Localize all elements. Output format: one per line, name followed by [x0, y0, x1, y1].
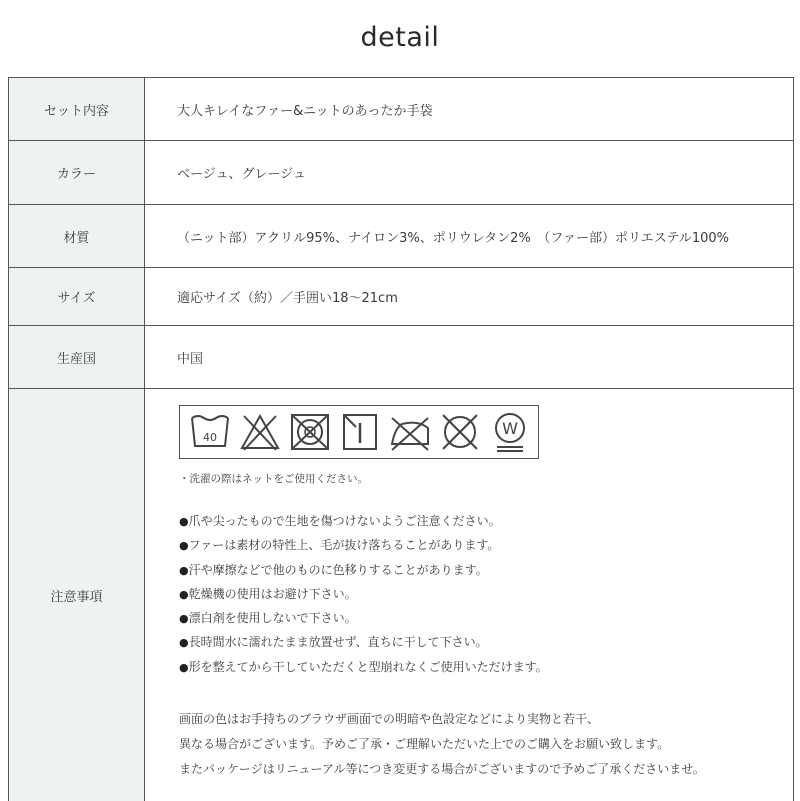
caution-text: 汗や摩擦などで他のものに色移りすることがあります。 [188, 562, 488, 577]
caution-item [179, 582, 548, 606]
caution-item [179, 558, 548, 582]
line-dry-shade-icon [338, 410, 382, 454]
bullet-icon: ● [179, 636, 189, 650]
spec-label: セット内容 [9, 78, 145, 140]
spec-value: ベージュ、グレージュ [177, 167, 306, 182]
spec-label: カラー [9, 141, 145, 204]
bullet-icon: ● [179, 587, 189, 601]
no-iron-icon [388, 410, 432, 454]
caution-item [179, 509, 548, 533]
no-bleach-icon [238, 410, 282, 454]
no-dry-clean-icon [438, 410, 482, 454]
caution-text: 漂白剤を使用しないで下さい。 [188, 611, 357, 626]
caution-item [179, 533, 548, 557]
spec-label: 材質 [9, 205, 145, 267]
spec-value: 大人キレイなファー&ニットのあったか手袋 [177, 103, 433, 119]
page-title: detail [360, 22, 440, 53]
wash-temp-label: 40 [203, 431, 217, 444]
caution-text: 爪や尖ったもので生地を傷つけないようご注意ください。 [188, 514, 501, 528]
caution-list [179, 509, 548, 679]
spec-value: （ニット部）アクリル95%、ナイロン3%、ポリウレタン2% （ファー部）ポリエステル100% [177, 230, 730, 246]
caution-item [179, 630, 548, 654]
wash-40-icon [188, 410, 232, 454]
wet-clean-icon [488, 410, 532, 454]
spec-value: 適応サイズ（約）／手囲い18～21cm [177, 291, 398, 306]
disclaimer-line: 異なる場合がございます。予めご了承・ご理解いただいた上でのご購入をお願い致します。 [179, 737, 670, 751]
caution-text: 形を整えてから干していただくと型崩れなくご使用いただけます。 [188, 659, 548, 674]
caution-item [179, 655, 548, 679]
spec-label: サイズ [9, 268, 145, 325]
spec-row-color [9, 141, 793, 205]
disclaimer-line: またパッケージはリニューアル等につき変更する場合がございますので予めご了承くださいませ。 [179, 762, 705, 776]
spec-row-material [9, 205, 793, 268]
caution-text: 長時間水に濡れたまま放置せず、直ちに干して下さい。 [188, 635, 488, 650]
no-tumble-dry-icon [288, 410, 332, 454]
spec-value: 中国 [177, 351, 204, 367]
bullet-icon: ● [179, 612, 189, 626]
spec-label: 生産国 [9, 326, 145, 388]
bullet-icon: ● [179, 563, 189, 577]
disclaimer [179, 707, 705, 782]
wet-clean-letter: W [502, 419, 518, 438]
disclaimer-line: 画面の色はお手持ちのブラウザ画面での明暗や色設定などにより実物と若干、 [179, 712, 600, 726]
spec-row-set [9, 78, 793, 141]
care-row [9, 389, 793, 801]
care-label: 注意事項 [9, 389, 145, 801]
caution-text: ファーは素材の特性上、毛が抜け落ちることがあります。 [188, 538, 500, 553]
spec-row-origin [9, 326, 793, 389]
caution-item [179, 606, 548, 630]
net-note: ・洗濯の際はネットをご使用ください。 [179, 473, 368, 485]
bullet-icon: ● [179, 539, 189, 553]
spec-row-size [9, 268, 793, 326]
bullet-icon: ● [179, 660, 189, 674]
caution-text: 乾燥機の使用はお避け下さい。 [188, 586, 357, 601]
spec-table [8, 77, 794, 801]
care-symbols [179, 405, 539, 459]
bullet-icon: ● [179, 515, 189, 528]
